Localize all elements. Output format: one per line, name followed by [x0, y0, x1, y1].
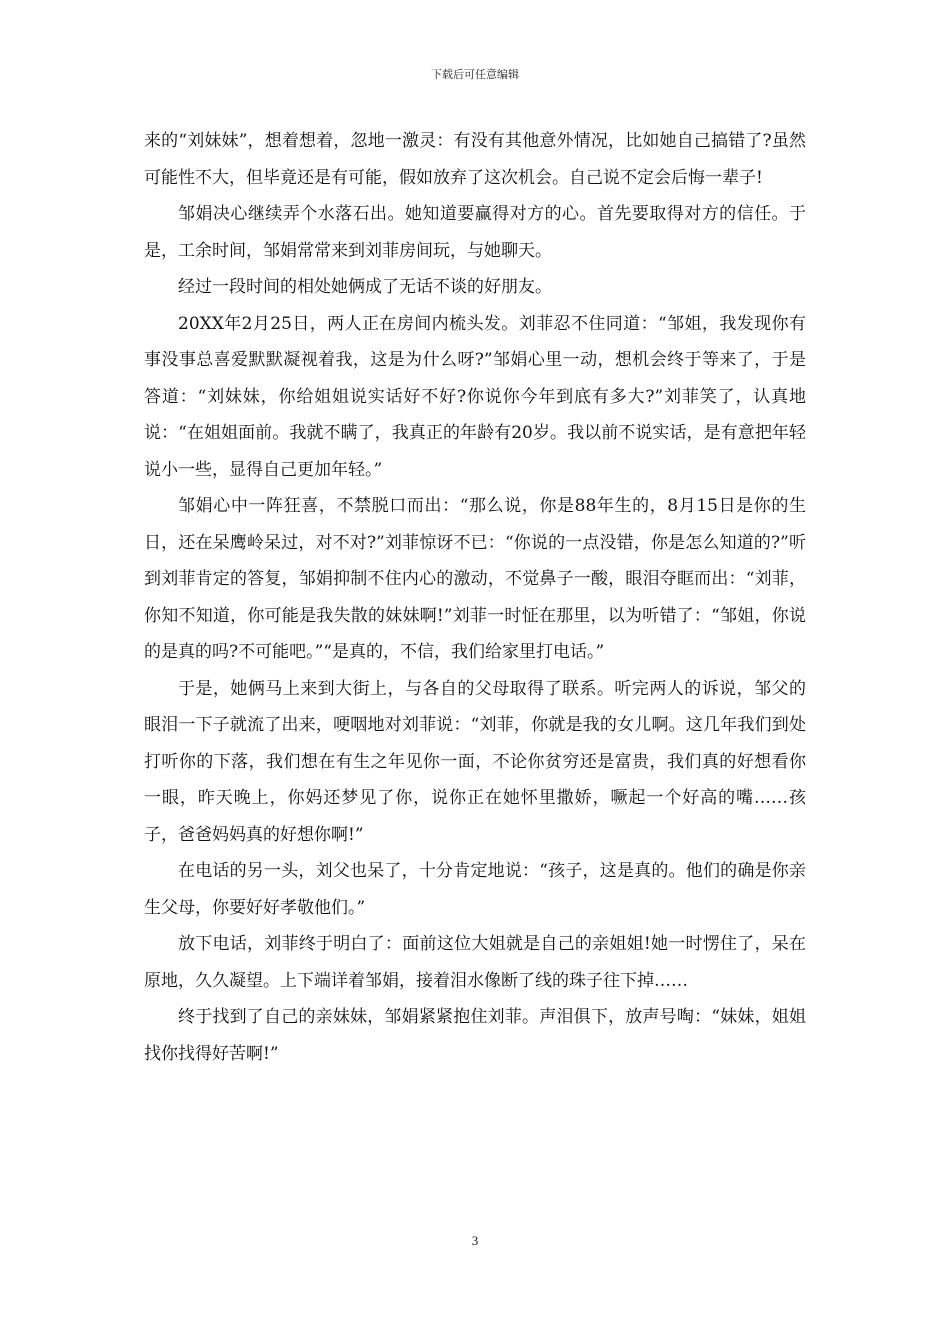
- page-header: 下载后可任意编辑: [431, 68, 519, 81]
- paragraph: 20XX年2月25日，两人正在房间内梳头发。刘菲忍不住同道：“邹姐，我发现你有事没事总喜爱默默凝视着我，这是为什么呀?”邹娟心里一动，想机会终于等来了，于是答道：“刘妹妹，你给姐姐说实话好不好?你说你今年到底有多大?”刘菲笑了，认真地说：“在姐姐面前。我就不瞒了，我真正的年龄有20岁。我以前不说实话，是有意把年轻说小一些，显得自己更加年轻。”: [144, 313, 806, 480]
- paragraph: 邹娟决心继续弄个水落石出。她知道要赢得对方的心。首先要取得对方的信任。于是，工余时间，邹娟常常来到刘菲房间玩，与她聊天。: [144, 204, 806, 261]
- page-number: 3: [471, 1233, 479, 1248]
- paragraph: 放下电话，刘菲终于明白了：面前这位大姐就是自己的亲姐姐!她一时愣住了，呆在原地，久久凝望。上下端详着邹娟，接着泪水像断了线的珠子往下掉……: [144, 934, 806, 991]
- paragraph: 来的“刘妹妹”，想着想着，忽地一激灵：有没有其他意外情况，比如她自己搞错了?虽然可能性不大，但毕竟还是有可能，假如放弃了这次机会。自己说不定会后悔一辈子!: [144, 131, 806, 188]
- document-body: [144, 123, 806, 1072]
- paragraph: 于是，她俩马上来到大街上，与各自的父母取得了联系。听完两人的诉说，邹父的眼泪一下子就流了出来，哽咽地对刘菲说：“刘菲，你就是我的女儿啊。这几年我们到处打听你的下落，我们想在有生之年见你一面，不论你贫穷还是富贵，我们真的好想看你一眼，昨天晚上，你妈还梦见了你，说你正在她怀里撒娇，噘起一个好高的嘴……孩子，爸爸妈妈真的好想你啊!”: [144, 678, 806, 845]
- paragraph: 在电话的另一头，刘父也呆了，十分肯定地说：“孩子，这是真的。他们的确是你亲生父母，你要好好孝敬他们。”: [144, 861, 806, 918]
- paragraph: 邹娟心中一阵狂喜，不禁脱口而出：“那么说，你是88年生的，8月15日是你的生日，还在呆鹰岭呆过，对不对?”刘菲惊讶不已：“你说的一点没错，你是怎么知道的?”听到刘菲肯定的答复，邹娟抑制不住内心的激动，不觉鼻子一酸，眼泪夺眶而出：“刘菲，你知不知道，你可能是我失散的妹妹啊!”刘菲一时怔在那里，以为听错了：“邹姐，你说的是真的吗?不可能吧。”“是真的，不信，我们给家里打电话。”: [144, 496, 806, 662]
- paragraph: 经过一段时间的相处她俩成了无话不谈的好朋友。: [178, 277, 552, 297]
- paragraph: 终于找到了自己的亲妹妹，邹娟紧紧抱住刘菲。声泪俱下，放声号啕：“妹妹，姐姐找你找得好苦啊!”: [144, 1007, 806, 1064]
